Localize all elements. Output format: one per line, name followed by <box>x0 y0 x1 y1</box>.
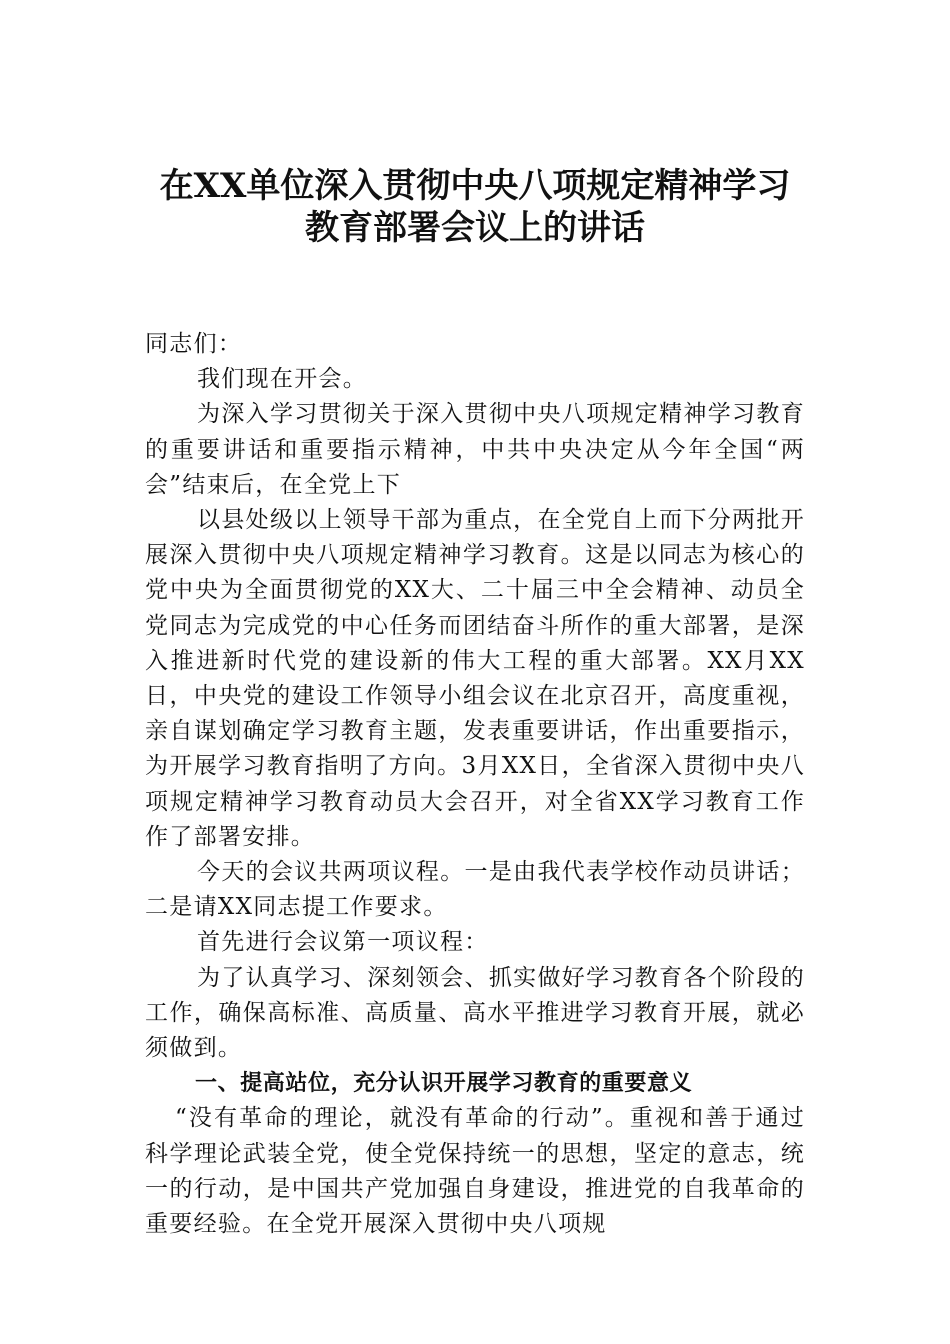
document-body <box>145 327 805 1242</box>
paragraph-deployment: 以县处级以上领导干部为重点，在全党自上而下分两批开展深入贯彻中央八项规定精神学习教育。这是以同志为核心的党中央为全面贯彻党的XX大、二十届三中全会精神、动员全党同志为完成党的中心任务而团结奋斗所作的重大部署，是深入推进新时代党的建设新的伟大工程的重大部署。XX月XX日，中央党的建设工作领导小组会议在北京召开，高度重视，亲自谋划确定学习教育主题，发表重要讲话，作出重要指示，为开展学习教育指明了方向。3月XX日，全省深入贯彻中央八项规定精神学习教育动员大会召开，对全省XX学习教育工作作了部署安排。 <box>145 507 805 850</box>
paragraph-requirements: 为了认真学习、深刻领会、抓实做好学习教育各个阶段的工作，确保高标准、高质量、高水平推进学习教育开展，就必须做到。 <box>145 964 805 1062</box>
section-heading: 一、提高站位，充分认识开展学习教育的重要意义 <box>195 1071 693 1097</box>
salutation: 同志们： <box>145 331 243 357</box>
document-title-line-2: 教育部署会议上的讲话 <box>305 208 645 248</box>
document-title-line-1: 在XX单位深入贯彻中央八项规定精神学习 <box>159 166 791 206</box>
paragraph-section-one: “没有革命的理论，就没有革命的行动”。重视和善于通过科学理论武装全党，使全党保持统一的思想，坚定的意志，统一的行动，是中国共产党加强自身建设，推进党的自我革命的重要经验。在全党开展深入贯彻中央八项规 <box>145 1105 805 1238</box>
paragraph-opening: 我们现在开会。 <box>197 366 368 393</box>
paragraph-first-item: 首先进行会议第一项议程： <box>197 929 489 956</box>
paragraph-background: 为深入学习贯彻关于深入贯彻中央八项规定精神学习教育的重要讲话和重要指示精神，中共中央决定从今年全国“两会”结束后，在全党上下 <box>145 401 805 498</box>
paragraph-agenda: 今天的会议共两项议程。一是由我代表学校作动员讲话；二是请XX同志提工作要求。 <box>145 859 805 921</box>
